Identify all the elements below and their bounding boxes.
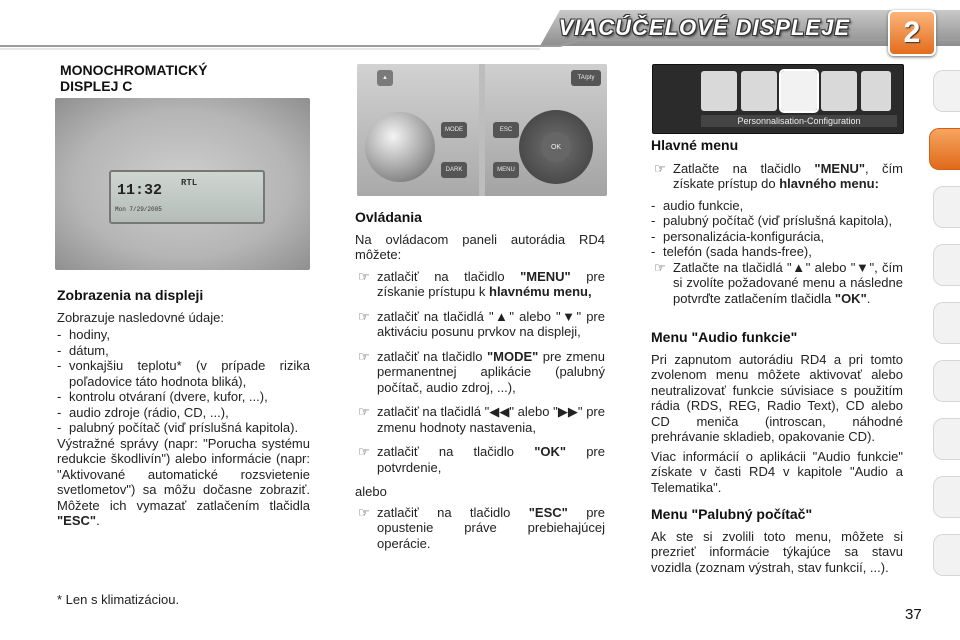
list-item: - audio zdroje (rádio, CD, ...),	[57, 404, 229, 420]
middle-text-column	[355, 210, 605, 551]
list-item: ☞ zatlačiť na tlačidlo "MENU" pre získanie prístupu k hlavnému menu,	[358, 268, 605, 299]
chapter-tab[interactable]	[933, 476, 960, 518]
eject-icon: ▲	[377, 70, 393, 86]
computer-menu-para: Ak ste si zvolili toto menu, môžete si prezrieť informácie týkajúce sa stavu vozidla (zoznam výstrah, stav funkcií, ...).	[651, 528, 903, 575]
chapter-tab[interactable]	[933, 70, 960, 112]
right-text-column	[651, 138, 903, 575]
warning-paragraph: Výstražné správy (napr: "Porucha systému redukcie škodlivín") alebo informácie (napr: "Aktivované automatické rozsvietenie svetlometov") sa môžu dočasne zobraziť. Môžete ich vymazať zatlačením tlačidla "ESC".	[57, 435, 310, 528]
section-title-line2: DISPLEJ C	[60, 78, 133, 94]
page-number: 37	[905, 606, 922, 623]
lcd-clock: 11:32	[117, 182, 163, 199]
list-item: ☞ zatlačiť na tlačidlá "▲" alebo "▼" pre aktiváciu posunu prvkov na displeji,	[358, 308, 605, 339]
controls-heading: Ovládania	[355, 209, 422, 225]
footnote: * Len s klimatizáciou.	[57, 592, 180, 607]
esc-button: ESC	[493, 122, 519, 138]
pointing-hand-icon: ☞	[654, 160, 666, 176]
phone-handset-icon	[861, 71, 891, 111]
panel-right	[485, 64, 607, 196]
computer-menu-heading: Menu "Palubný počítač"	[651, 506, 813, 522]
list-item: ☞ Zatlačte na tlačidlo "MENU", čím získate prístup do hlavného menu:	[654, 160, 903, 191]
left-text-column	[57, 288, 310, 529]
chapter-tab[interactable]	[933, 244, 960, 286]
list-item: - hodiny,	[57, 327, 110, 342]
settings-menu-icon	[781, 71, 817, 111]
pointing-hand-icon: ☞	[358, 308, 370, 324]
trip-computer-icon	[741, 71, 777, 111]
controls-intro: Na ovládacom paneli autorádia RD4 môžete:	[355, 231, 605, 262]
dark-button: DARK	[441, 162, 467, 178]
chapter-tab[interactable]	[933, 186, 960, 228]
menu-button: MENU	[493, 162, 519, 178]
phone-menu-icon	[821, 71, 857, 111]
list-item: ☞ zatlačiť na tlačidlá "◀◀" alebo "▶▶" pre zmenu hodnoty nastavenia,	[358, 404, 605, 435]
list-item: - dátum,	[57, 342, 109, 358]
page-title: VIACÚČELOVÉ DISPLEJE	[558, 15, 850, 40]
pointing-hand-icon: ☞	[358, 444, 370, 459]
display-heading: Zobrazenia na displeji	[57, 287, 204, 303]
list-item: - kontrolu otváraní (dvere, kufor, ...),	[57, 389, 268, 404]
pointing-hand-icon: ☞	[358, 404, 370, 419]
panel-left	[357, 64, 479, 196]
lcd-screen	[109, 170, 265, 224]
section-title	[60, 62, 310, 94]
main-menu-heading: Hlavné menu	[651, 137, 739, 153]
chapter-tab[interactable]	[933, 302, 960, 344]
display-items	[57, 327, 310, 436]
audio-menu-para1: Pri zapnutom autorádiu RD4 a pri tomto zvolenom menu môžete aktivovať alebo neutralizovať funkcie súvisiace s použitím rádia (RDS, REG, Radio Text), CD alebo CD meniča (introscan, náhodné prehrávanie skladieb, opakovanie CD).	[651, 351, 903, 444]
display-photo	[55, 98, 310, 270]
menu-screenshot	[652, 64, 904, 134]
lcd-date: Mon 7/29/2005	[115, 206, 162, 213]
ok-button: OK	[541, 132, 571, 162]
chapter-badge: 2	[888, 10, 936, 56]
menu-caption: Personnalisation-Configuration	[701, 115, 897, 127]
list-item: ☞ zatlačiť na tlačidlo "MODE" pre zmenu permanentnej aplikácie (palubný počítač, audio zdroj, ...),	[358, 348, 605, 395]
list-item: ☞ zatlačiť na tlačidlo "ESC" pre opustenie práve prebiehajúcej operácie.	[358, 504, 605, 551]
chapter-tab[interactable]	[933, 534, 960, 576]
audio-menu-icon	[701, 71, 737, 111]
section-title-line1: MONOCHROMATICKÝ	[60, 62, 208, 78]
mode-button: MODE	[441, 122, 467, 138]
list-item: - telefón (sada hands-free),	[651, 244, 812, 259]
pointing-hand-icon: ☞	[654, 259, 666, 275]
list-item: ☞ Zatlačte na tlačidlá "▲" alebo "▼", čím si zvolíte požadované menu a následne potvrďte zatlačením tlačidla "OK".	[654, 259, 903, 306]
list-item: - audio funkcie,	[651, 197, 744, 213]
ta-button: TA/pty	[571, 70, 601, 86]
chapter-tab[interactable]	[933, 360, 960, 402]
volume-knob	[365, 112, 435, 182]
pointing-hand-icon: ☞	[358, 348, 370, 364]
list-item: - palubný počítač (viď príslušná kapitola),	[651, 213, 893, 228]
audio-menu-heading: Menu "Audio funkcie"	[651, 329, 798, 345]
lcd-station: RTL	[181, 178, 198, 188]
main-menu-items	[651, 198, 903, 260]
pointing-hand-icon: ☞	[358, 268, 370, 284]
list-item: - personalizácia-konfigurácia,	[651, 228, 825, 244]
chapter-tabs	[928, 70, 960, 570]
chapter-tab[interactable]	[933, 418, 960, 460]
esc-key-label: "ESC"	[57, 513, 97, 528]
or-text: alebo	[355, 484, 387, 499]
navigation-pad	[519, 110, 593, 184]
list-item: - vonkajšiu teplotu* (v prípade rizika poľadovice táto hodnota bliká),	[57, 358, 310, 389]
display-intro: Zobrazuje nasledovné údaje:	[57, 309, 224, 325]
list-item: ☞ zatlačiť na tlačidlo "OK" pre potvrdenie,	[358, 444, 605, 475]
pointing-hand-icon: ☞	[358, 504, 370, 520]
audio-menu-para2: Viac informácií o aplikácii "Audio funkcie" získate v časti RD4 v kapitole "Audio a Telematika".	[651, 448, 903, 495]
list-item: - palubný počítač (viď príslušná kapitola).	[57, 420, 299, 435]
control-panel-photo	[357, 64, 607, 196]
chapter-tab-active[interactable]	[929, 128, 960, 170]
